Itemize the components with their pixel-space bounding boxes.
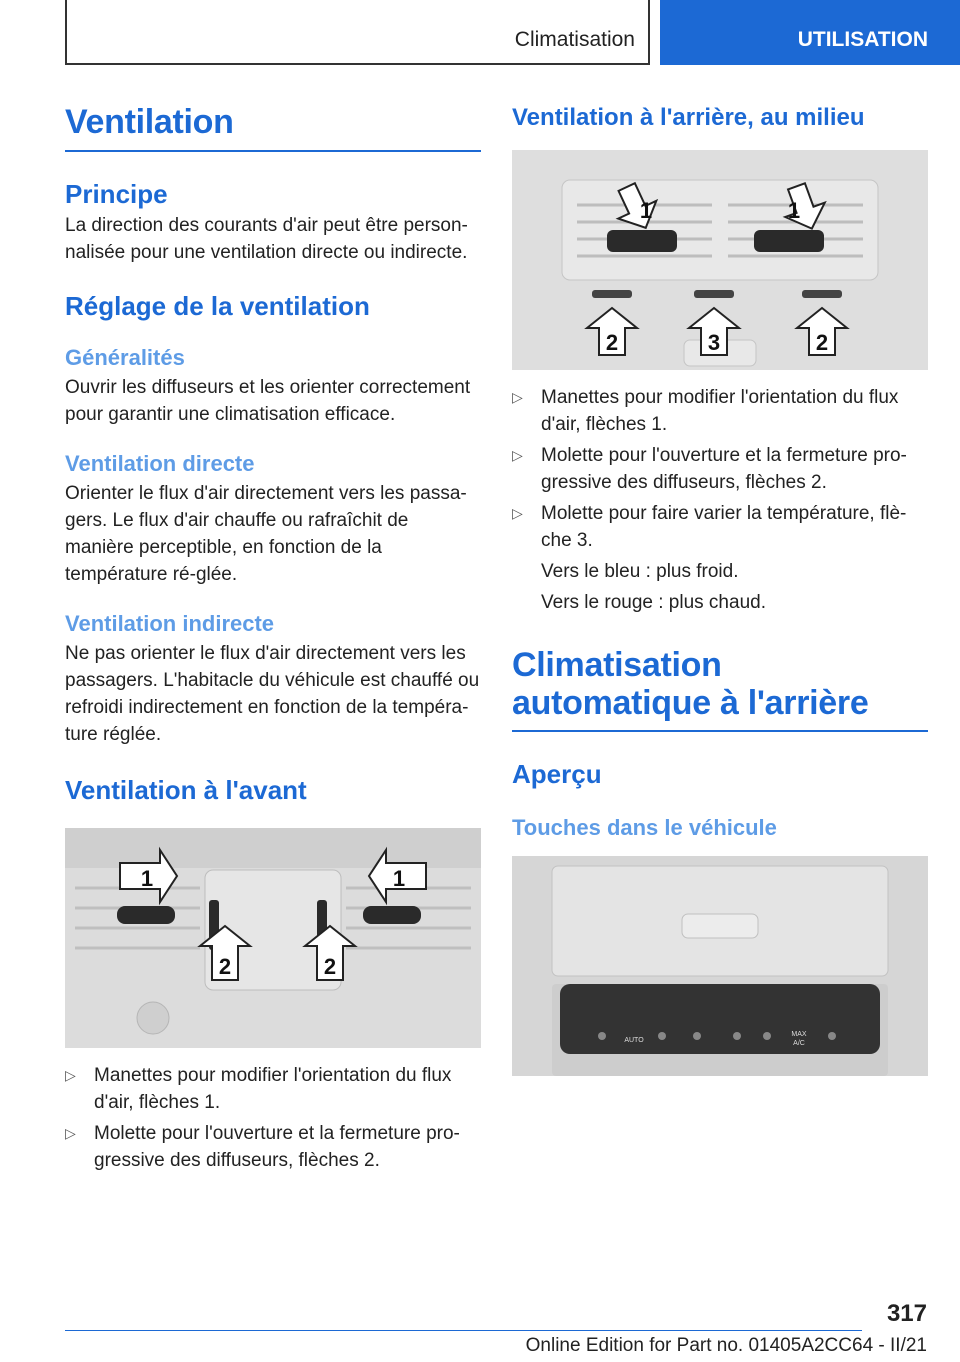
bullet-triangle-icon: ▷ — [65, 1125, 76, 1141]
rear-vents-figure — [512, 150, 928, 370]
rear-panel-illustration — [512, 856, 928, 1076]
bullet-triangle-icon: ▷ — [512, 389, 523, 405]
panel-ac-label: A/C — [793, 1040, 805, 1047]
bullet-triangle-icon: ▷ — [65, 1067, 76, 1083]
avant-heading: Ventilation à l'avant — [65, 775, 307, 805]
panel-auto-label: AUTO — [624, 1037, 644, 1044]
rear-label-1a: 1 — [639, 198, 653, 223]
panel-max-label: MAX — [791, 1031, 807, 1038]
rear-vents-illustration — [512, 150, 928, 370]
bleu-note: Vers le bleu : plus froid. — [541, 561, 739, 582]
front-label-2b: 2 — [323, 954, 337, 979]
generalites-text: Ouvrir les diffuseurs et les orienter correctement pour garantir une climatisation efficace. — [65, 377, 471, 425]
directe-text: Orienter le flux d'air directement vers les passa-gers. Le flux d'air chauffe ou rafraîchit de manière perceptible, en fonction de la température ré-glée. — [65, 483, 467, 585]
rear-label-2a: 2 — [605, 330, 619, 355]
rear-panel-figure — [512, 856, 928, 1076]
milieu-list — [512, 384, 928, 554]
auto-title: Climatisation automatique à l'arrière — [512, 646, 869, 722]
bullet-triangle-icon: ▷ — [512, 447, 523, 463]
list-item: ▷ Molette pour l'ouverture et la fermeture pro-gressive des diffuseurs, flèches 2. — [512, 442, 928, 496]
front-label-1b: 1 — [392, 866, 406, 891]
list-item: ▷ Manettes pour modifier l'orientation du flux d'air, flèches 1. — [65, 1062, 481, 1116]
section-title: Climatisation — [514, 28, 635, 51]
rear-label-3: 3 — [707, 330, 721, 355]
rear-label-1b: 1 — [787, 198, 801, 223]
left-column — [65, 98, 481, 1178]
page-number: 317 — [886, 1300, 927, 1327]
principe-text-content: La direction des courants d'air peut être person-nalisée pour une ventilation directe ou indirecte. — [65, 215, 468, 263]
touches-heading: Touches dans le véhicule — [512, 815, 777, 840]
auto-title-rule — [512, 730, 928, 732]
avant-list — [65, 1062, 481, 1174]
header-box — [65, 0, 650, 65]
footer-rule — [65, 1330, 862, 1331]
principe-text — [65, 212, 481, 266]
front-label-1a: 1 — [140, 866, 154, 891]
front-vents-illustration — [65, 828, 481, 1048]
title-rule — [65, 150, 481, 152]
generalites-heading: Généralités — [65, 345, 185, 370]
list-item: ▷ Molette pour l'ouverture et la fermeture pro-gressive des diffuseurs, flèches 2. — [65, 1120, 481, 1174]
list-item: ▷ Molette pour faire varier la température, flè-che 3. — [512, 500, 928, 554]
right-column — [512, 98, 928, 1076]
milieu-heading: Ventilation à l'arrière, au milieu — [512, 104, 865, 131]
indirecte-heading: Ventilation indirecte — [65, 611, 275, 636]
bullet-triangle-icon: ▷ — [512, 505, 523, 521]
edition-text: Online Edition for Part no. 01405A2CC64 - II/21 — [525, 1335, 927, 1356]
reglage-heading: Réglage de la ventilation — [65, 291, 370, 321]
chapter-tab-label: UTILISATION — [797, 28, 928, 51]
directe-heading: Ventilation directe — [65, 451, 255, 476]
front-vents-figure — [65, 828, 481, 1048]
list-item: ▷ Manettes pour modifier l'orientation du flux d'air, flèches 1. — [512, 384, 928, 438]
principe-heading: Principe — [65, 179, 168, 209]
chapter-tab[interactable] — [660, 0, 960, 65]
indirecte-text: Ne pas orienter le flux d'air directement vers les passagers. L'habitacle du véhicule est chauffé ou refroidi indirectement en fonction de la tempéra-ture réglée. — [65, 643, 480, 745]
rouge-note: Vers le rouge : plus chaud. — [541, 592, 766, 613]
rear-label-2b: 2 — [815, 330, 829, 355]
front-label-2a: 2 — [218, 954, 232, 979]
apercu-heading: Aperçu — [512, 759, 602, 789]
ventilation-title: Ventilation — [65, 103, 234, 141]
